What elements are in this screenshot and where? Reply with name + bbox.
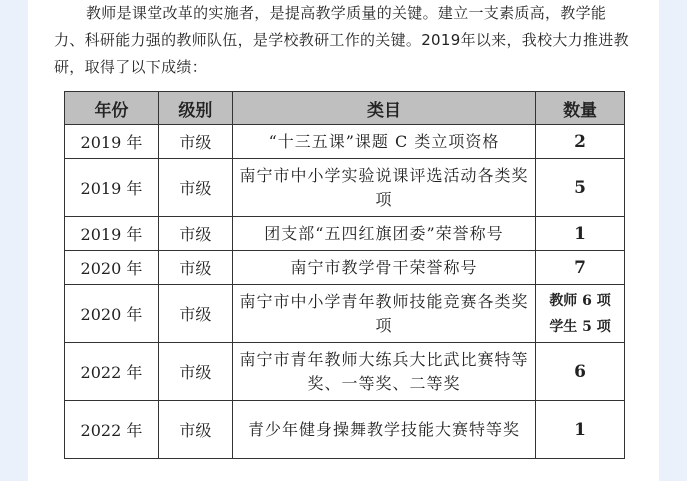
header-category: 类目 bbox=[232, 92, 535, 125]
cell-quantity: 7 bbox=[536, 251, 625, 285]
cell-level: 市级 bbox=[158, 401, 232, 459]
cell-level: 市级 bbox=[158, 285, 232, 343]
cell-level: 市级 bbox=[158, 251, 232, 285]
cell-category: 南宁市中小学实验说课评选活动各类奖项 bbox=[232, 159, 535, 217]
cell-quantity: 5 bbox=[536, 159, 625, 217]
header-year: 年份 bbox=[65, 92, 159, 125]
cell-level: 市级 bbox=[158, 217, 232, 251]
cell-year: 2019 年 bbox=[65, 159, 159, 217]
quantity-students: 学生 5 项 bbox=[549, 318, 611, 335]
intro-text bbox=[54, 0, 634, 81]
cell-level: 市级 bbox=[158, 159, 232, 217]
cell-category: 团支部“五四红旗团委”荣誉称号 bbox=[232, 217, 535, 251]
cell-level: 市级 bbox=[158, 343, 232, 401]
table-row bbox=[65, 217, 625, 251]
table-row bbox=[65, 401, 625, 459]
table-header-row bbox=[65, 92, 625, 125]
cell-year: 2022 年 bbox=[65, 343, 159, 401]
header-quantity: 数量 bbox=[536, 92, 625, 125]
cell-quantity bbox=[536, 285, 625, 343]
cell-category: 青少年健身操舞教学技能大赛特等奖 bbox=[232, 401, 535, 459]
cell-category: 南宁市中小学青年教师技能竞赛各类奖项 bbox=[232, 285, 535, 343]
table-row bbox=[65, 285, 625, 343]
table-row bbox=[65, 251, 625, 285]
cell-year: 2022 年 bbox=[65, 401, 159, 459]
table-row bbox=[65, 159, 625, 217]
cell-quantity: 6 bbox=[536, 343, 625, 401]
table-row bbox=[65, 343, 625, 401]
cell-level: 市级 bbox=[158, 125, 232, 159]
quantity-teachers: 教师 6 项 bbox=[549, 292, 611, 309]
cell-quantity: 1 bbox=[536, 401, 625, 459]
header-level: 级别 bbox=[158, 92, 232, 125]
achievements-table bbox=[64, 91, 625, 459]
cell-year: 2019 年 bbox=[65, 125, 159, 159]
intro-paragraph: 教师是课堂改革的实施者，是提高教学质量的关键。建立一支素质高，教学能力、科研能力强的教师队伍，是学校教研工作的关键。2019年以来，我校大力推进教研，取得了以下成绩： bbox=[54, 4, 629, 76]
cell-year: 2019 年 bbox=[65, 217, 159, 251]
cell-quantity: 1 bbox=[536, 217, 625, 251]
cell-category: 南宁市青年教师大练兵大比武比赛特等奖、一等奖、二等奖 bbox=[232, 343, 535, 401]
cell-quantity: 2 bbox=[536, 125, 625, 159]
cell-year: 2020 年 bbox=[65, 285, 159, 343]
cell-category: 南宁市教学骨干荣誉称号 bbox=[232, 251, 535, 285]
cell-category: “十三五课”课题 C 类立项资格 bbox=[232, 125, 535, 159]
cell-year: 2020 年 bbox=[65, 251, 159, 285]
table-row bbox=[65, 125, 625, 159]
